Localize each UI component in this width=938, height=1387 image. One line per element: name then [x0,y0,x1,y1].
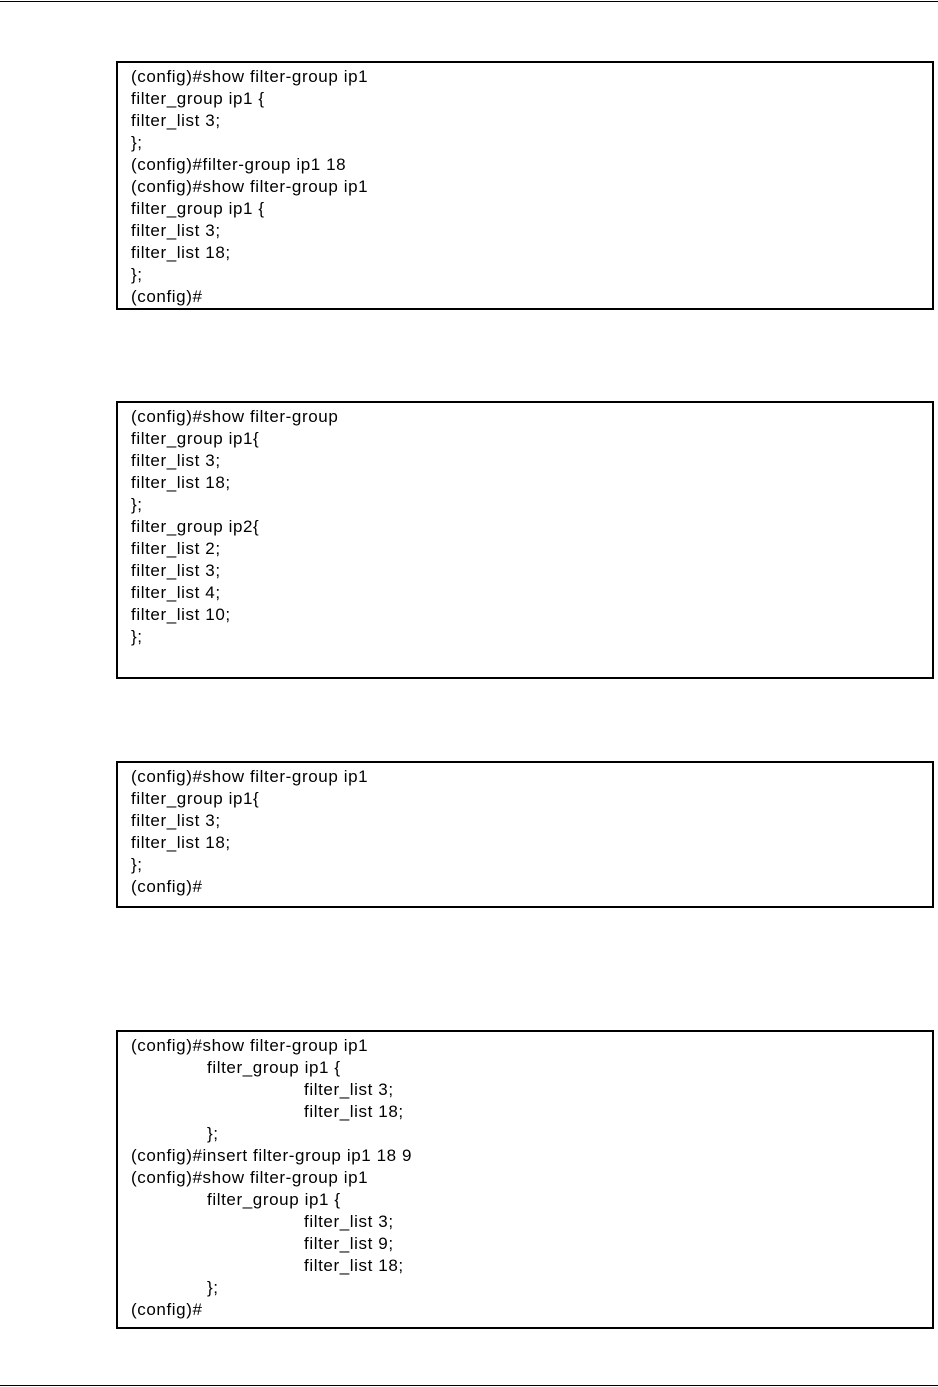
code-line: filter_list 3; [304,1080,394,1099]
code-line: (config)#show filter-group ip1 [131,1036,369,1055]
code-line: (config)#show filter-group ip1 [131,767,369,786]
code-line: filter_list 18; [304,1256,404,1275]
code-line: filter_list 2; [131,539,221,558]
code-line: }; [131,627,143,646]
code-line: filter_list 3; [131,561,221,580]
code-line: filter_list 3; [131,451,221,470]
code-box-2 [116,401,934,679]
code-line: filter_group ip1 { [207,1058,341,1077]
code-line: }; [131,265,143,284]
code-line: (config)# [131,287,203,306]
code-line: filter_list 18; [131,833,231,852]
code-line: filter_group ip1 { [131,89,265,108]
code-line: }; [131,133,143,152]
footer-rule [0,1385,938,1386]
code-box-3 [116,761,934,908]
code-line: (config)#show filter-group ip1 [131,67,369,86]
code-line: filter_group ip1 { [207,1190,341,1209]
code-line: (config)#filter-group ip1 18 [131,155,347,174]
code-line: filter_list 18; [304,1102,404,1121]
code-box-1 [116,61,934,310]
code-line: filter_list 18; [131,243,231,262]
code-line: (config)# [131,877,203,896]
code-line: (config)#insert filter-group ip1 18 9 [131,1146,413,1165]
code-line: filter_list 3; [131,221,221,240]
code-line: (config)# [131,1300,203,1319]
code-line: filter_list 4; [131,583,221,602]
header-rule [0,1,938,2]
code-line: (config)#show filter-group ip1 [131,177,369,196]
code-line: }; [207,1278,219,1297]
code-line: filter_list 18; [131,473,231,492]
code-line: filter_group ip1 { [131,199,265,218]
code-line: filter_list 10; [131,605,231,624]
code-line: filter_group ip1{ [131,789,260,808]
code-line: }; [131,855,143,874]
code-line: filter_group ip1{ [131,429,260,448]
code-line: filter_list 3; [131,811,221,830]
code-box-4 [116,1030,934,1329]
code-line: filter_group ip2{ [131,517,260,536]
code-line: (config)#show filter-group ip1 [131,1168,369,1187]
code-line: (config)#show filter-group [131,407,339,426]
code-line: filter_list 3; [304,1212,394,1231]
code-line: }; [207,1124,219,1143]
code-line: filter_list 3; [131,111,221,130]
code-line: }; [131,495,143,514]
code-line: filter_list 9; [304,1234,394,1253]
